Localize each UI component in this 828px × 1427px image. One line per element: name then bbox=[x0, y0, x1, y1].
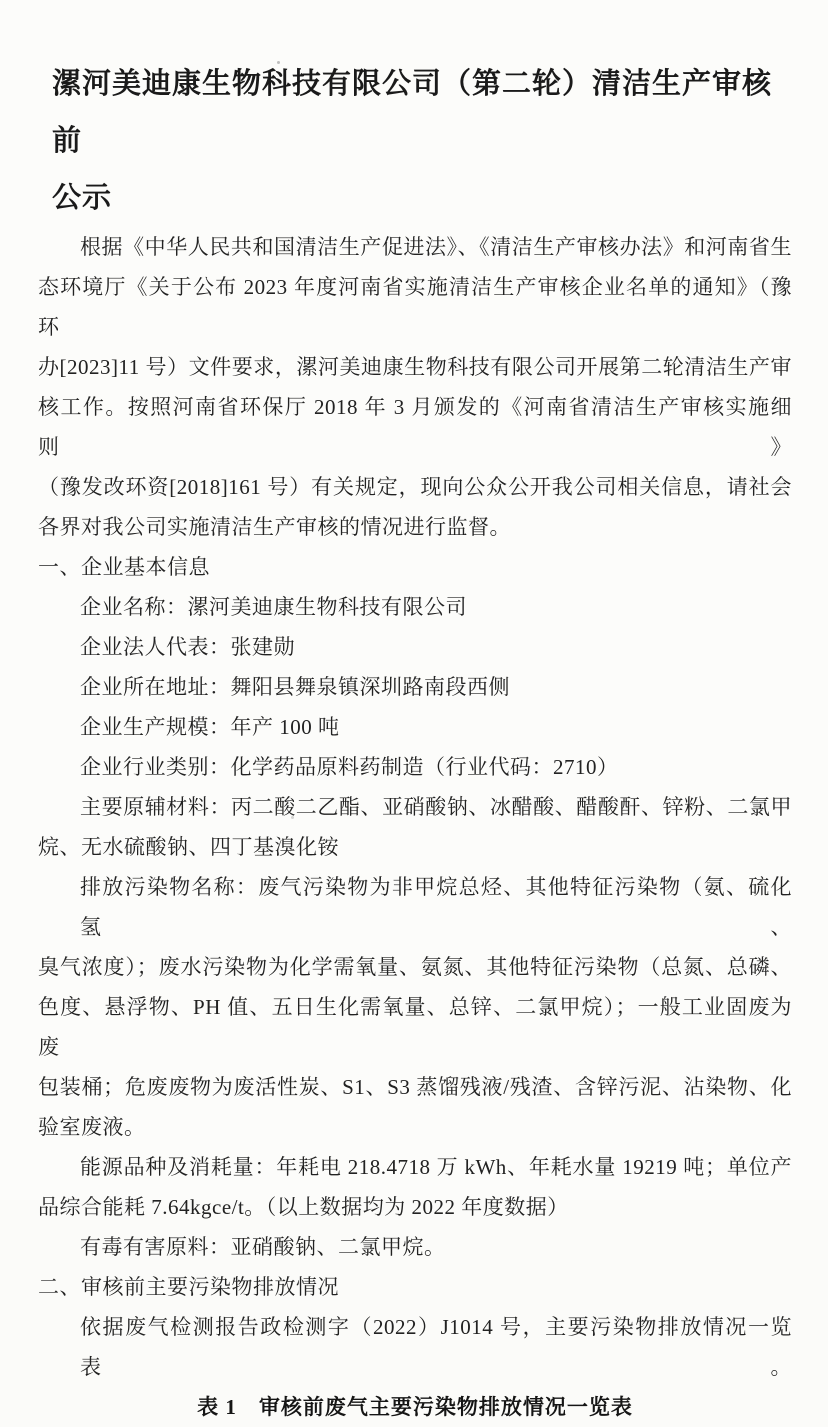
text-line: 企业名称：漯河美迪康生物科技有限公司 bbox=[80, 595, 467, 619]
text-line: 态环境厅《关于公布 2023 年度河南省实施清洁生产审核企业名单的通知》（豫环 bbox=[38, 275, 792, 339]
text-line: 依据废气检测报告政检测字（2022）J1014 号，主要污染物排放情况一览表。 bbox=[80, 1315, 792, 1379]
scan-speck bbox=[277, 61, 280, 64]
text-line: 有毒有害原料：亚硝酸钠、二氯甲烷。 bbox=[80, 1235, 446, 1259]
table-caption: 表 1 审核前废气主要污染物排放情况一览表 bbox=[197, 1395, 633, 1419]
document-body bbox=[0, 227, 828, 1427]
scan-speck bbox=[291, 816, 294, 819]
text-line: 企业行业类别：化学药品原料药制造（行业代码：2710） bbox=[80, 755, 619, 779]
text-line: 根据《中华人民共和国清洁生产促进法》、《清洁生产审核办法》和河南省生 bbox=[80, 235, 792, 259]
text-line: 排放污染物名称：废气污染物为非甲烷总烃、其他特征污染物（氨、硫化氢、 bbox=[80, 875, 792, 939]
page-title-line-2: 公示 bbox=[52, 182, 113, 214]
text-line: 核工作。按照河南省环保厅 2018 年 3 月颁发的《河南省清洁生产审核实施细则》 bbox=[38, 395, 792, 459]
text-line: 烷、无水硫酸钠、四丁基溴化铵 bbox=[38, 835, 339, 859]
page-title-line-1: 漯河美迪康生物科技有限公司（第二轮）清洁生产审核前 bbox=[52, 68, 773, 157]
text-line: 企业所在地址：舞阳县舞泉镇深圳路南段西侧 bbox=[80, 675, 510, 699]
text-line: 各界对我公司实施清洁生产审核的情况进行监督。 bbox=[38, 515, 511, 539]
text-line: 企业法人代表：张建勋 bbox=[80, 635, 295, 659]
text-line: 验室废液。 bbox=[38, 1115, 146, 1139]
text-line: 企业生产规模：年产 100 吨 bbox=[80, 715, 340, 739]
text-line: 办[2023]11 号）文件要求，漯河美迪康生物科技有限公司开展第二轮清洁生产审 bbox=[38, 355, 792, 379]
text-line: 包装桶；危废废物为废活性炭、S1、S3 蒸馏残液/残渣、含锌污泥、沾染物、化 bbox=[38, 1075, 792, 1099]
text-line: 色度、悬浮物、PH 值、五日生化需氧量、总锌、二氯甲烷）；一般工业固废为废 bbox=[38, 995, 792, 1059]
page-title bbox=[0, 0, 828, 227]
text-line: 品综合能耗 7.64kgce/t。（以上数据均为 2022 年度数据） bbox=[38, 1195, 569, 1219]
text-line: 主要原辅材料：丙二酸二乙酯、亚硝酸钠、冰醋酸、醋酸酐、锌粉、二氯甲 bbox=[80, 795, 792, 819]
section-heading: 二、审核前主要污染物排放情况 bbox=[38, 1275, 339, 1299]
text-line: 臭气浓度）；废水污染物为化学需氧量、氨氮、其他特征污染物（总氮、总磷、 bbox=[38, 955, 792, 979]
section-heading: 一、企业基本信息 bbox=[38, 555, 210, 579]
text-line: 能源品种及消耗量：年耗电 218.4718 万 kWh、年耗水量 19219 吨；单位产 bbox=[80, 1155, 792, 1179]
text-line: （豫发改环资[2018]161 号）有关规定，现向公众公开我公司相关信息，请社会 bbox=[38, 475, 792, 499]
